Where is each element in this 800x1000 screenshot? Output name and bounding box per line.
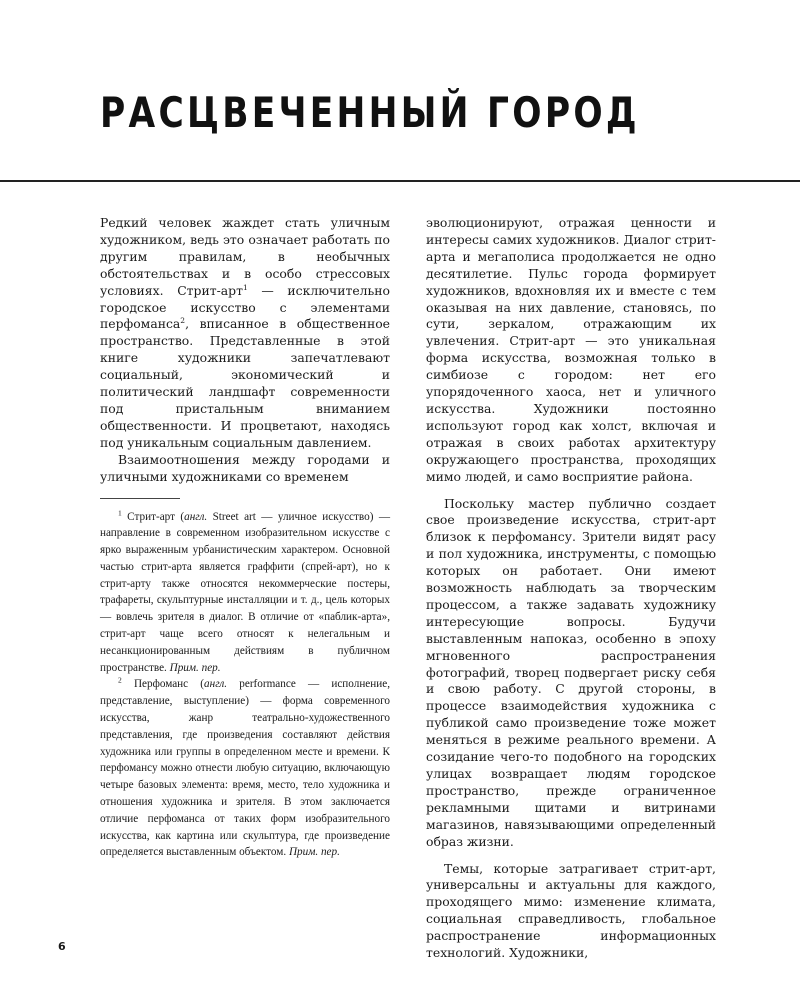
- footnote-1: [100, 509, 390, 677]
- translator-note: Прим. пер.: [169, 661, 221, 674]
- footnote-marker: 2: [118, 675, 122, 685]
- page-title: РАСЦВЕЧЕННЫЙ ГОРОД: [100, 88, 640, 137]
- footnote-text: Стрит-арт (: [127, 510, 185, 523]
- body-paragraph: Темы, которые затрагивает стрит-арт, универсальны и актуальны для каждого, проходящего мимо: изменение климата, социальная справедливость, глобальное распространение информационных технологий. Художники,: [426, 860, 716, 961]
- footnote-text: Перфоманс (: [133, 678, 205, 691]
- left-column: [100, 215, 390, 861]
- footnote-italic: англ.: [184, 510, 208, 523]
- footnote-ref-1: 1: [242, 282, 248, 292]
- body-paragraph: [100, 215, 390, 452]
- footnote-2: [100, 676, 390, 861]
- page-number: 6: [58, 940, 66, 953]
- body-paragraph: эволюционируют, отражая ценности и интересы самих художников. Диалог стрит-арта и мегаполиса продолжается не одно десятилетие. Пульс города формирует художников, вдохновляя их и вместе с тем оказывая на них давление, становясь, по сути, зеркалом, отражающим их увлечения. Стрит-арт — это уникальная форма искусства, возможная только в симбиозе с городом: нет его упорядоченного хаоса, нет и уличного искусства. Художники постоянно используют город как холст, включая и отражая в своих работах архитектуру окружающего пространства, проходящих мимо людей, и само восприятие района.: [426, 215, 716, 484]
- title-divider: [0, 180, 800, 182]
- footnote-text: Street art — уличное искусство) — направление в современном изобразительном искусстве с ярко выраженным урбанистическим характером. Основной частью стрит-арта является граффити (спрей-арт), но к стрит-арту также относятся некоммерческие постеры, трафареты, скульптурные инсталляции и т. д., цель которых — вовлечь зрителя в диалог. В отличие от «паблик-арта», стрит-арт чаще всего относят к нелегальным и несанкционированным действиям в публичном пространстве.: [100, 510, 391, 674]
- body-text: , вписанное в общественное пространство. Представленные в этой книге художники запечатлевают социальный, экономический и политический ландшафт современности под пристальным вниманием общественности. И процветают, находясь под уникальным социальным давлением.: [100, 316, 390, 450]
- footnote-ref-2: 2: [180, 316, 186, 326]
- body-paragraph: Поскольку мастер публично создает свое произведение искусства, стрит-арт близок к перфомансу. Зрители видят расу и пол художника, инструменты, с помощью которых он работает. Они имеют возможность наблюдать за творческим процессом, а также задавать художнику интересующие вопросы. Будучи выставленным напоказ, особенно в эпоху мгновенного распространения фотографий, творец подвергает риску себя и свою работу. С другой стороны, в процессе взаимодействия художника с публикой само произведение тоже может меняться в режиме реального времени. А созидание чего-то подобного на городских улицах возвращает людям городское пространство, прежде ограниченное рекламными щитами и витринами магазинов, навязывающими определенный образ жизни.: [426, 495, 716, 849]
- body-paragraph: Взаимоотношения между городами и уличными художниками со временем: [100, 451, 390, 484]
- body-text: Редкий человек жаждет стать уличным художником, ведь это означает работать по другим правилам, в необычных обстоятельствах и в особо стрессовых условиях. Стрит-арт: [100, 215, 390, 298]
- footnote-marker: 1: [118, 507, 122, 517]
- footnote-text: performance — исполнение, представление, выступление) — форма современного искусства, жанр театрально-художественного представления, где произведения составляют действия художника или группы в определенном месте и времени. К перфомансу можно отнести любую ситуацию, включающую четыре базовых элемента: время, место, тело художника и отношения художника и зрителя. В этом заключается отличие перфоманса от таких форм изобразительного искусства, как картина или скульптура, где произведение определяется выставленным объектом.: [100, 678, 391, 859]
- right-column: [426, 215, 716, 962]
- footnote-divider: [100, 498, 180, 499]
- footnote-italic: англ.: [204, 678, 228, 691]
- body-text: — исключительно городское искусство с элементами перфоманса: [100, 282, 390, 332]
- translator-note: Прим. пер.: [288, 846, 340, 859]
